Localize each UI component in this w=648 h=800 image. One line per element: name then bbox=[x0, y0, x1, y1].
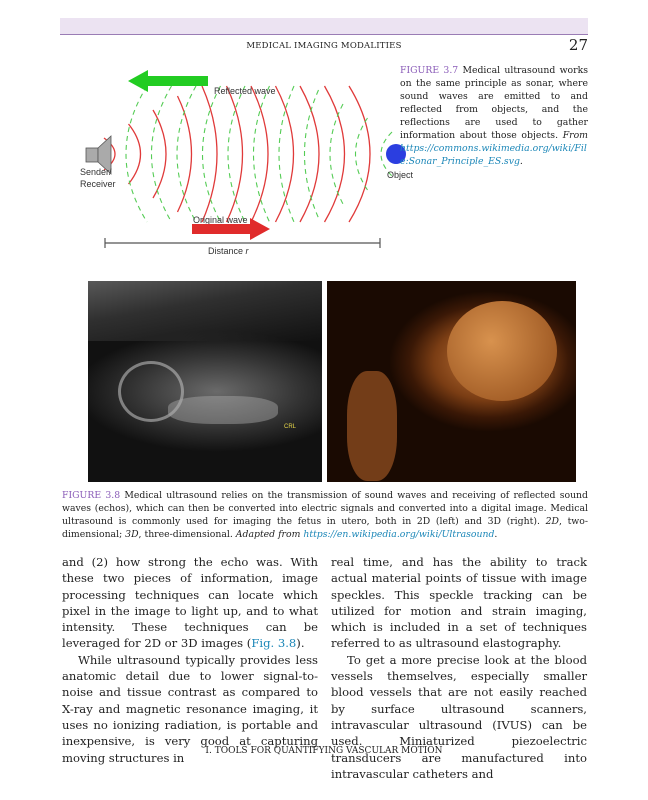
ultrasound-2d-image bbox=[88, 281, 322, 482]
figure-3-7-caption: FIGURE 3.7 Medical ultrasound works on the same principle as sonar, where sound waves are emitted to and reflected from objects, and the reflections are used to gather information about those objects. From https://commons.wikimedia.org/wiki/File:Sonar_Principle_ES.svg. bbox=[400, 65, 588, 167]
reflected-wave-arc bbox=[305, 90, 319, 218]
figure-3-8-caption: FIGURE 3.8 Medical ultrasound relies on the transmission of sound waves and receiving of reflected sound waves (echos), which can then be converted into electric signals and converted into a digital image. Medical ultrasound is commonly used for imaging the fetus in utero, both in 2D (left) and 3D (right). 2D, two-dimensional; 3D, three-dimensional. Adapted from https://en.wikipedia.org/wiki/Ultrasound. bbox=[62, 490, 589, 540]
reflected-wave-arc bbox=[152, 86, 172, 222]
original-wave-arc bbox=[276, 86, 294, 222]
running-head: MEDICAL IMAGING MODALITIES bbox=[246, 41, 402, 51]
body-column-right: real time, and has the ability to track actual material points of tissue with image speckles. This speckle tracking can be utilized for motion and strain imaging, which is included in a set of techniques referred to as ultrasound elastography. To get a more precise look at the blood vessels themselves, especially smaller blood vessels that are not easily reached by surface ultrasound scanners, intravascular ultrasound (IVUS) can be used. Miniaturized piezoelectric transducers are manufactured into intravascular catheters and bbox=[331, 555, 587, 781]
reflected-wave-arc bbox=[254, 86, 270, 222]
reflected-wave-arc bbox=[356, 118, 368, 190]
reflected-wave-arc bbox=[177, 86, 196, 222]
source-link[interactable]: https://commons.wikimedia.org/wiki/File:Sonar_Principle_ES.svg bbox=[400, 143, 587, 167]
reflected-wave-arc bbox=[279, 86, 294, 222]
crl-marker: CRL bbox=[284, 424, 297, 430]
header-band bbox=[60, 18, 588, 35]
figure-reference-link[interactable]: Fig. 3.8 bbox=[251, 636, 297, 651]
sender-label: Sender/ bbox=[80, 167, 112, 177]
original-wave-arc bbox=[202, 86, 217, 222]
original-wave-arc bbox=[153, 110, 166, 198]
original-wave-arc bbox=[349, 86, 370, 222]
figure-label: FIGURE 3.7 bbox=[400, 65, 459, 76]
reflected-wave-arrow bbox=[128, 70, 208, 92]
page-number: 27 bbox=[568, 36, 588, 54]
source-link[interactable]: https://en.wikipedia.org/wiki/Ultrasound bbox=[303, 529, 495, 540]
distance-label: Distance r bbox=[208, 246, 249, 256]
figure-label: FIGURE 3.8 bbox=[62, 490, 121, 501]
ultrasound-3d-image bbox=[327, 281, 576, 482]
original-wave-arc bbox=[129, 124, 141, 184]
footer-part-title: I. TOOLS FOR QUANTIFYING VASCULAR MOTION bbox=[205, 746, 443, 756]
reflected-wave-label: Reflected wave bbox=[214, 86, 276, 96]
reflected-wave-arc bbox=[330, 104, 343, 204]
sonar-diagram bbox=[80, 62, 414, 257]
original-wave-label: Original wave bbox=[193, 215, 248, 225]
reflected-wave-arc bbox=[126, 86, 147, 222]
wave-arcs bbox=[104, 86, 392, 222]
original-wave-arc bbox=[178, 96, 192, 212]
object-label: Object bbox=[387, 170, 414, 180]
original-wave-arc bbox=[300, 86, 319, 222]
original-wave-arc bbox=[251, 86, 268, 222]
original-wave-arc bbox=[227, 86, 243, 222]
reflected-wave-arc bbox=[203, 86, 221, 222]
receiver-label: Receiver bbox=[80, 179, 116, 189]
body-column-left: and (2) how strong the echo was. With these two pieces of information, image processing techniques can locate which pixel in the image to light up, and to what intensity. These techniques can be leveraged for 2D or 3D images (Fig. 3.8). While ultrasound typically provides less anatomic detail due to lower signal-to-noise and tissue contrast as compared to X-ray and magnetic resonance imaging, it uses no ionizing radiation, is portable and inexpensive, is very good at capturing moving structures in bbox=[62, 555, 318, 765]
